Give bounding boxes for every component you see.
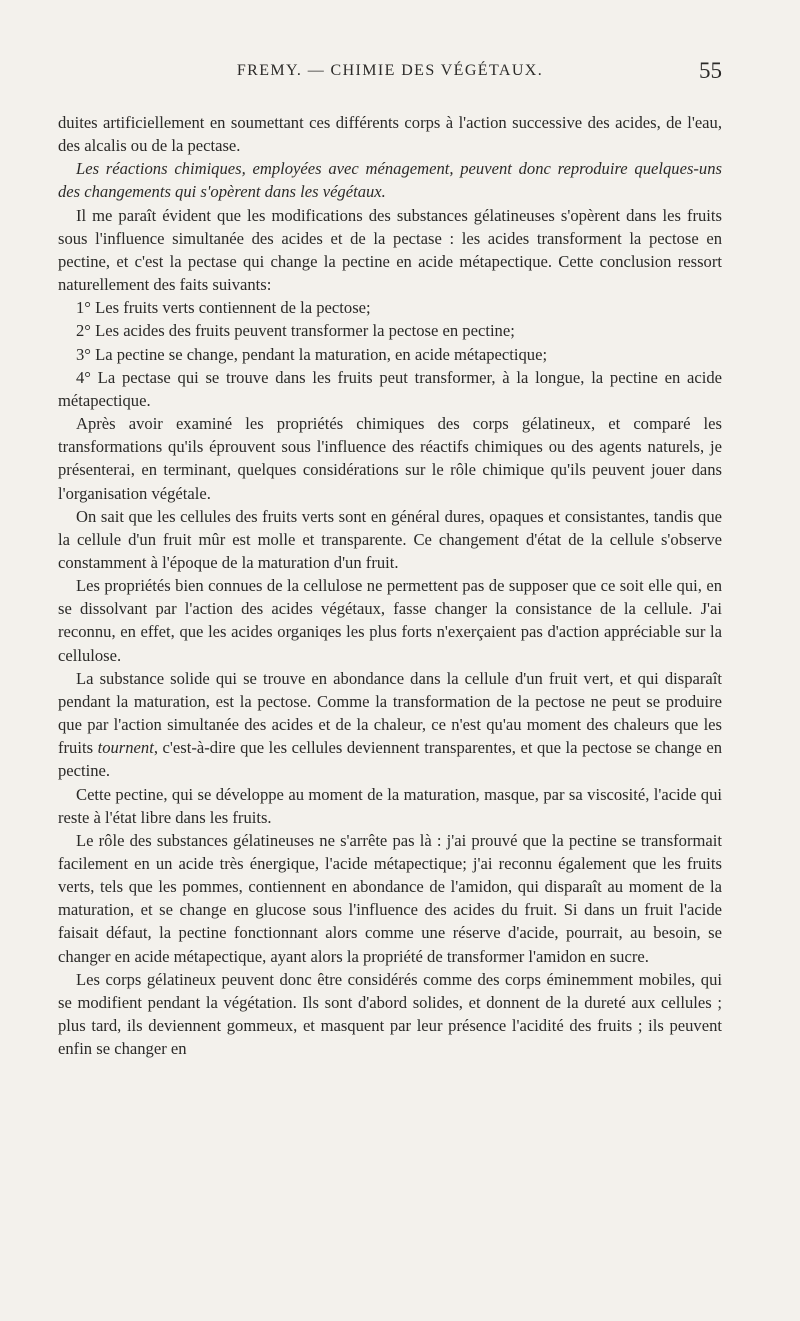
page-header <box>58 58 722 92</box>
body-text <box>58 111 722 1060</box>
paragraph: On sait que les cellules des fruits verts sont en général dures, opaques et consistantes, tandis que la cellule d'un fruit mûr est molle et transparente. Ce changement d'état de la cellule s'observe constamment à l'époque de la maturation d'un fruit. <box>58 506 722 572</box>
paragraph: Il me paraît évident que les modifications des substances gélatineuses s'opèrent dans les fruits sous l'influence simultanée des acides et de la pectase : les acides transforment la pectose en pectine, et c'est la pectase qui change la pectine en acide métapectique. Cette conclusion ressort naturellement des faits suivants: <box>58 205 722 295</box>
page-number: 55 <box>699 58 722 83</box>
paragraph: Après avoir examiné les propriétés chimiques des corps gélatineux, et comparé les transformations qu'ils éprouvent sous l'influence des réactifs chimiques ou des agents naturels, je présenterai, en terminant, quelques considérations sur le rôle chimique qu'ils peuvent jouer dans l'organisation végétale. <box>58 414 722 503</box>
running-head: FREMY. — CHIMIE DES VÉGÉTAUX. <box>236 62 544 79</box>
paragraph: Le rôle des substances gélatineuses ne s'arrête pas là : j'ai prouvé que la pectine se transformait facilement en un acide très énergique, l'acide métapectique; j'ai reconnu également que les fruits verts, tels que les pommes, contiennent en abondance de l'amidon, qui disparaît au moment de la maturation, et se change en glucose sous l'influence des acides du fruit. Si dans un fruit l'acide faisait défaut, la pectine fonctionnant alors comme une réserve d'acide, pourrait, au besoin, se changer en acide métapectique, ayant alors la propriété de transformer l'amidon en sucre. <box>58 830 722 966</box>
list-item: 3° La pectine se change, pendant la maturation, en acide métapectique; <box>76 344 548 364</box>
paragraph: Les corps gélatineux peuvent donc être considérés comme des corps éminemment mobiles, qui se modifient pendant la végétation. Ils sont d'abord solides, et donnent de la dureté aux cellules ; plus tard, ils deviennent gommeux, et masquent par leur présence l'acidité des fruits ; ils peuvent enfin se changer en <box>58 969 722 1059</box>
paragraph: La substance solide qui se trouve en abondance dans la cellule d'un fruit vert, et qui disparaît pendant la maturation, est la pectose. Comme la transformation de la pectose ne peut se produire que par l'action simultanée des acides et de la chaleur, ce n'est qu'au moment des chaleurs que les fruits tournent, c'est-à-dire que les cellules deviennent transparentes, et que la pectose se change en pectine. <box>58 668 722 781</box>
list-item: 1° Les fruits verts contiennent de la pectose; <box>76 298 371 318</box>
paragraph-italic <box>58 157 722 203</box>
paragraph: duites artificiellement en soumettant ces différents corps à l'action successive des acides, de l'eau, des alcalis ou de la pectase. <box>58 113 722 156</box>
paragraph: Les propriétés bien connues de la cellulose ne permettent pas de supposer que ce soit elle qui, en se dissolvant par l'action des acides végétaux, fasse changer la consistance de la cellule. J'ai reconnu, en effet, que les acides organiqes les plus forts n'exerçaient pas d'action appréciable sur la cellulose. <box>58 576 722 665</box>
list-item: 2° Les acides des fruits peuvent transformer la pectose en pectine; <box>76 321 515 341</box>
italic-word: tournent <box>97 738 154 758</box>
italic-statement: Les réactions chimiques, employées avec ménagement, peuvent donc reproduire quelques-uns des changements qui s'opèrent dans les végétaux. <box>58 159 722 202</box>
list-item: 4° La pectase qui se trouve dans les fruits peut transformer, à la longue, la pectine en acide métapectique. <box>58 367 722 410</box>
paragraph: Cette pectine, qui se développe au moment de la maturation, masque, par sa viscosité, l'acide qui reste à l'état libre dans les fruits. <box>58 784 722 827</box>
